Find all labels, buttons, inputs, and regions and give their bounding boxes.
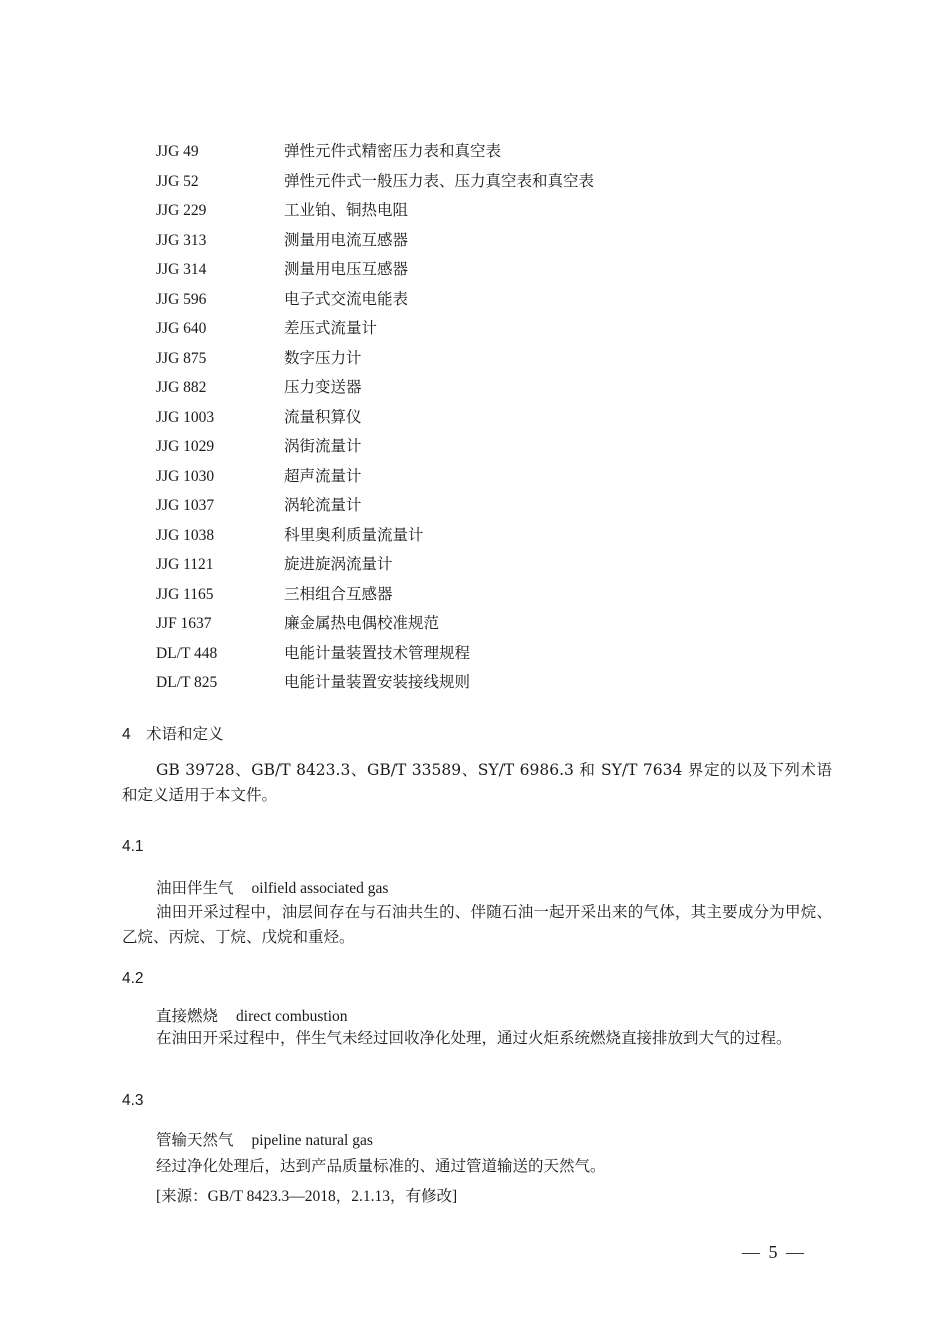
reference-code: JJG 1030 — [156, 467, 215, 485]
term-entry — [156, 1128, 373, 1150]
reference-title: 电能计量装置安装接线规则 — [284, 673, 471, 691]
reference-title: 电能计量装置技术管理规程 — [284, 643, 471, 662]
reference-item — [156, 315, 594, 345]
reference-item — [156, 463, 594, 493]
reference-item — [156, 492, 594, 522]
section-title: 术语和定义 — [146, 725, 224, 743]
reference-title: 数字压力计 — [284, 348, 362, 367]
section-intro: GB 39728、GB/T 8423.3、GB/T 33589、SY/T 6986.3 和 SY/T 7634 界定的以及下列术语和定义适用于本文件。 — [122, 761, 832, 804]
reference-code: JJG 1037 — [156, 497, 215, 514]
normative-references-list — [156, 138, 594, 699]
clause-number: 4.1 — [122, 838, 144, 855]
reference-code: JJG 52 — [156, 172, 199, 190]
term-source-note: [来源：GB/T 8423.3—2018，2.1.13，有修改] — [156, 1188, 458, 1205]
term-english: oilfield associated gas — [251, 880, 389, 897]
term-chinese: 直接燃烧 — [156, 1007, 219, 1025]
clause-number: 4.3 — [122, 1092, 144, 1109]
reference-title: 工业铂、铜热电阻 — [284, 201, 409, 219]
term-definition: 油田开采过程中，油层间存在与石油共生的、伴随石油一起开采出来的气体，其主要成分为甲烷、乙烷、丙烷、丁烷、戊烷和重烃。 — [122, 903, 832, 946]
reference-code: JJG 1003 — [156, 408, 215, 426]
reference-item — [156, 138, 594, 168]
reference-title: 科里奥利质量流量计 — [284, 525, 424, 544]
reference-code: DL/T 448 — [156, 644, 218, 662]
reference-title: 测量用电流互感器 — [284, 230, 409, 249]
reference-item — [156, 640, 594, 670]
reference-title: 涡街流量计 — [284, 437, 362, 455]
reference-code: JJG 1121 — [156, 556, 214, 573]
term-definition: 在油田开采过程中，伴生气未经过回收净化处理，通过火炬系统燃烧直接排放到大气的过程。 — [156, 1029, 792, 1047]
reference-code: JJF 1637 — [156, 615, 212, 632]
reference-item — [156, 404, 594, 434]
reference-title: 廉金属热电偶校准规范 — [284, 614, 440, 632]
reference-code: JJG 1165 — [156, 585, 214, 603]
page-number: — 5 — — [742, 1242, 806, 1262]
reference-title: 流量积算仪 — [284, 407, 362, 426]
reference-item — [156, 197, 594, 227]
reference-item — [156, 551, 594, 581]
term-entry — [156, 876, 388, 898]
reference-item — [156, 345, 594, 375]
reference-title: 涡轮流量计 — [284, 496, 362, 514]
reference-item — [156, 522, 594, 552]
reference-title: 超声流量计 — [284, 466, 362, 485]
term-chinese: 油田伴生气 — [156, 879, 234, 897]
reference-title: 弹性元件式精密压力表和真空表 — [284, 142, 502, 160]
reference-code: JJG 882 — [156, 379, 207, 396]
reference-title: 压力变送器 — [284, 378, 362, 396]
reference-code: JJG 875 — [156, 349, 207, 367]
reference-code: DL/T 825 — [156, 674, 218, 691]
section-heading — [122, 722, 224, 744]
reference-item — [156, 256, 594, 286]
reference-code: JJG 313 — [156, 231, 207, 249]
reference-title: 三相组合互感器 — [284, 584, 393, 603]
reference-item — [156, 669, 594, 699]
reference-item — [156, 610, 594, 640]
reference-item — [156, 168, 594, 198]
reference-code: JJG 596 — [156, 290, 207, 308]
reference-title: 旋进旋涡流量计 — [284, 555, 393, 573]
reference-code: JJG 640 — [156, 320, 207, 337]
reference-item — [156, 433, 594, 463]
term-chinese: 管输天然气 — [156, 1131, 234, 1149]
reference-item — [156, 581, 594, 611]
reference-title: 差压式流量计 — [284, 319, 378, 337]
reference-item — [156, 374, 594, 404]
clause-number: 4.2 — [122, 970, 144, 987]
reference-title: 测量用电压互感器 — [284, 260, 409, 278]
section-number: 4 — [122, 726, 131, 743]
reference-item — [156, 286, 594, 316]
reference-title: 弹性元件式一般压力表、压力真空表和真空表 — [284, 171, 595, 190]
term-english: direct combustion — [236, 1008, 348, 1025]
reference-item — [156, 227, 594, 257]
reference-code: JJG 1029 — [156, 438, 215, 455]
reference-code: JJG 229 — [156, 202, 207, 219]
reference-code: JJG 1038 — [156, 526, 215, 544]
term-entry — [156, 1004, 348, 1026]
term-definition: 经过净化处理后，达到产品质量标准的、通过管道输送的天然气。 — [156, 1157, 606, 1175]
term-english: pipeline natural gas — [251, 1132, 373, 1149]
reference-code: JJG 314 — [156, 261, 207, 278]
reference-title: 电子式交流电能表 — [284, 289, 409, 308]
reference-code: JJG 49 — [156, 143, 199, 160]
